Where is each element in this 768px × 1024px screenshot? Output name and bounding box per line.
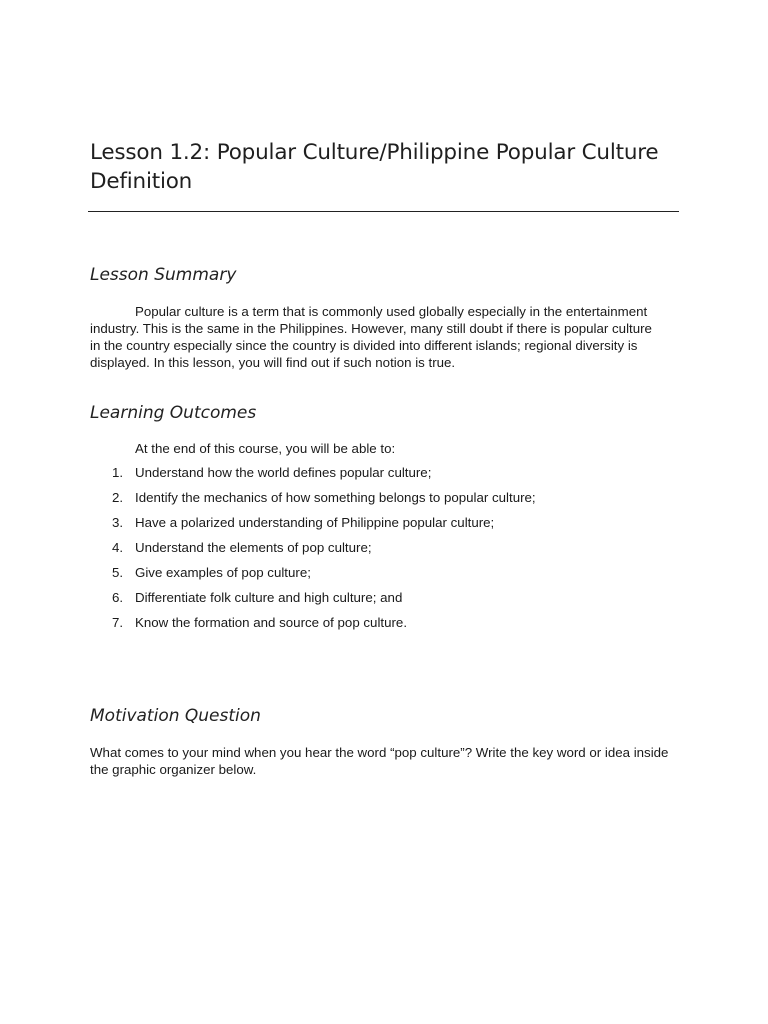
outcome-number: 4.: [112, 540, 124, 555]
learning-outcomes-heading: Learning Outcomes: [90, 403, 257, 423]
outcome-item: [90, 489, 680, 514]
outcome-item: [90, 539, 680, 564]
outcome-number: 2.: [112, 490, 124, 505]
outcome-item: [90, 514, 680, 539]
outcome-item: [90, 589, 680, 614]
lesson-title: Lesson 1.2: Popular Culture/Philippine Popular Culture Definition: [90, 140, 659, 194]
outcome-number: 6.: [112, 590, 124, 605]
motivation-question-paragraph: What comes to your mind when you hear the word “pop culture”? Write the key word or idea inside the graphic organizer below.: [90, 745, 669, 778]
outcome-number: 3.: [112, 515, 124, 530]
learning-outcomes-intro: At the end of this course, you will be able to:: [135, 441, 396, 456]
lesson-summary-heading: Lesson Summary: [90, 265, 237, 285]
outcome-text: Understand how the world defines popular culture;: [135, 465, 432, 480]
title-divider: [88, 211, 679, 212]
outcome-item: [90, 564, 680, 589]
outcome-number: 1.: [112, 465, 124, 480]
document-page: [90, 0, 680, 1024]
lesson-summary-paragraph: Popular culture is a term that is commonly used globally especially in the entertainment industry. This is the same in the Philippines. However, many still doubt if there is popular culture in the country especially since the country is divided into different islands; regional diversity is displayed. In this lesson, you will find out if such notion is true.: [90, 304, 652, 371]
motivation-question-heading: Motivation Question: [90, 706, 261, 726]
outcome-item: [90, 464, 680, 489]
outcome-text: Identify the mechanics of how something belongs to popular culture;: [135, 490, 536, 505]
outcome-number: 7.: [112, 615, 124, 630]
learning-outcomes-list: [90, 464, 680, 639]
outcome-text: Have a polarized understanding of Philippine popular culture;: [135, 515, 495, 530]
outcome-number: 5.: [112, 565, 124, 580]
outcome-text: Know the formation and source of pop culture.: [135, 615, 408, 630]
outcome-text: Give examples of pop culture;: [135, 565, 311, 580]
outcome-text: Understand the elements of pop culture;: [135, 540, 372, 555]
outcome-item: [90, 614, 680, 639]
outcome-text: Differentiate folk culture and high culture; and: [135, 590, 403, 605]
